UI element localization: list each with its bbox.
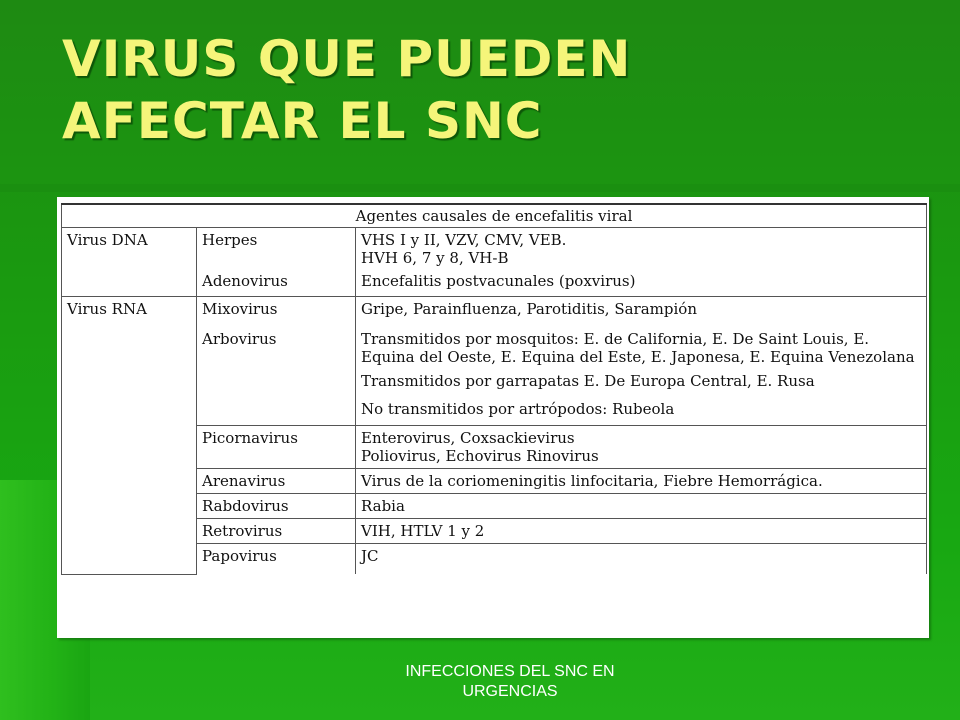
family-cell <box>197 297 356 426</box>
family-papovirus: Papovirus <box>202 547 277 565</box>
agents-cell <box>356 297 927 426</box>
family-herpes: Herpes <box>202 231 258 249</box>
table-row <box>62 228 927 297</box>
agents-cell <box>356 426 927 469</box>
slide-footer <box>360 662 660 702</box>
family-cell <box>197 544 356 575</box>
family-arenavirus: Arenavirus <box>202 472 286 490</box>
table-header: Agentes causales de encefalitis viral <box>62 204 927 228</box>
background-stripe <box>0 184 960 192</box>
table-header-row <box>62 204 927 228</box>
agents-arbovirus-mosquitos: Transmitidos por mosquitos: E. de California, E. De Saint Louis, E. Equina del Oeste, E. Equina del Este, E. Japonesa, E. Equina Venezolana <box>361 330 915 366</box>
agents-herpes-2: HVH 6, 7 y 8, VH-B <box>361 249 509 267</box>
family-adenovirus: Adenovirus <box>202 272 288 290</box>
table-row <box>62 297 927 426</box>
group-cell-rna <box>62 297 197 575</box>
table-image <box>57 197 929 638</box>
family-retrovirus: Retrovirus <box>202 522 283 540</box>
footer-line-1: INFECCIONES DEL SNC EN <box>405 663 615 680</box>
group-label-dna: Virus DNA <box>67 231 148 249</box>
family-cell <box>197 469 356 494</box>
family-arbovirus: Arbovirus <box>202 330 277 348</box>
agents-cell <box>356 469 927 494</box>
agents-cell <box>356 519 927 544</box>
family-cell <box>197 228 356 297</box>
agents-arenavirus: Virus de la coriomeningitis linfocitaria, Fiebre Hemorrágica. <box>361 472 823 490</box>
agents-herpes-1: VHS I y II, VZV, CMV, VEB. <box>361 231 567 249</box>
agents-arbovirus-garrapatas: Transmitidos por garrapatas E. De Europa Central, E. Rusa <box>361 372 815 390</box>
viral-encephalitis-table <box>61 203 927 575</box>
family-mixovirus: Mixovirus <box>202 300 278 318</box>
slide-title-line-2: AFECTAR EL SNC <box>62 92 543 150</box>
agents-picornavirus-2: Poliovirus, Echovirus Rinovirus <box>361 447 599 465</box>
agents-rabdovirus: Rabia <box>361 497 405 515</box>
agents-cell <box>356 544 927 575</box>
footer-line-2: URGENCIAS <box>462 683 558 700</box>
slide-title <box>62 28 922 152</box>
family-cell <box>197 519 356 544</box>
agents-papovirus: JC <box>361 547 379 565</box>
agents-cell <box>356 228 927 297</box>
group-cell-dna <box>62 228 197 297</box>
family-cell <box>197 494 356 519</box>
family-rabdovirus: Rabdovirus <box>202 497 289 515</box>
agents-arbovirus-no-artropodos: No transmitidos por artrópodos: Rubeola <box>361 400 675 418</box>
slide-title-line-1: VIRUS QUE PUEDEN <box>62 30 632 88</box>
agents-cell <box>356 494 927 519</box>
group-label-rna: Virus RNA <box>67 300 147 318</box>
agents-retrovirus: VIH, HTLV 1 y 2 <box>361 522 485 540</box>
agents-mixovirus: Gripe, Parainfluenza, Parotiditis, Sarampión <box>361 300 697 318</box>
family-picornavirus: Picornavirus <box>202 429 298 447</box>
family-cell <box>197 426 356 469</box>
agents-picornavirus-1: Enterovirus, Coxsackievirus <box>361 429 575 447</box>
agents-adenovirus: Encefalitis postvacunales (poxvirus) <box>361 272 636 290</box>
